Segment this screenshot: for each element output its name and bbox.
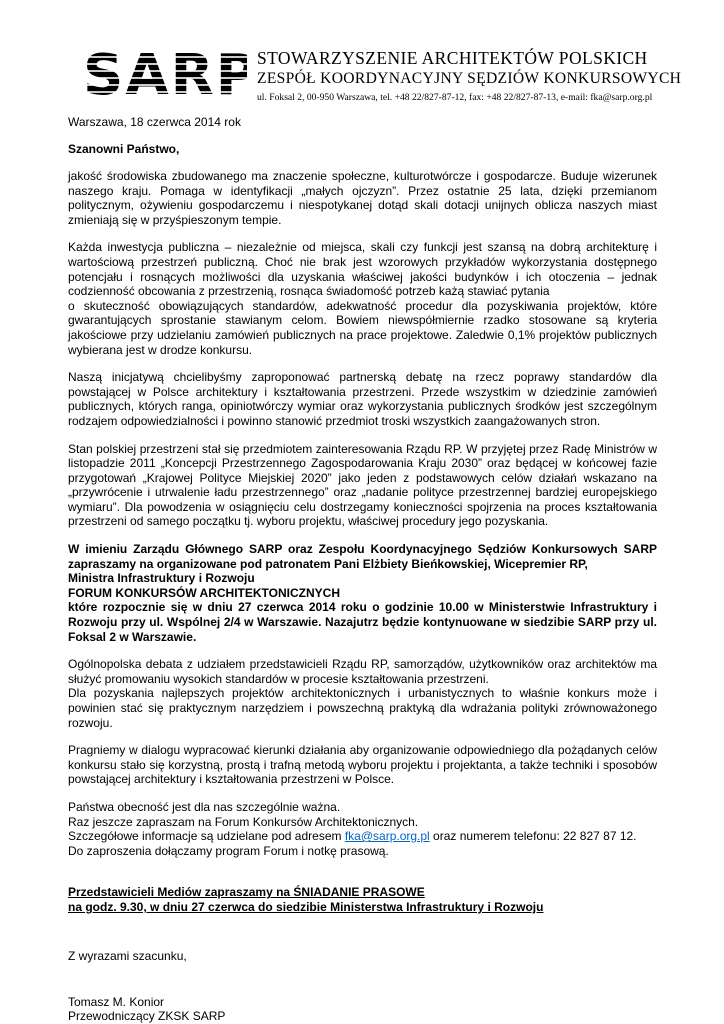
- invitation-event-name: FORUM KONKURSÓW ARCHITEKTONICZNYCH: [68, 585, 340, 600]
- signature-block: [68, 995, 657, 1024]
- media-invitation-block: [68, 885, 657, 914]
- media-invitation-line1: Przedstawicieli Mediów zapraszamy na ŚNIADANIE PRASOWE: [68, 885, 425, 900]
- sarp-logo-graphic: [85, 44, 247, 101]
- closing-contact-line: [68, 829, 657, 844]
- sarp-logo: [85, 44, 247, 101]
- org-block: [247, 44, 681, 103]
- paragraph-investment: [68, 240, 657, 357]
- paragraph-quality: jakość środowiska zbudowanego ma znaczenie społeczne, kulturotwórcze i gospodarcze. Buduje wizerunek naszego kraju. Pomaga w identyfikacji „małych ojczyzn”. Przez ostatnie 25 lata, dzięki przemianom politycznym, ożywieniu gospodarczemu i niespotykanej dotąd skali dotacji unijnych oblicza naszych miast zmieniają się w przyśpieszonym tempie.: [68, 169, 657, 227]
- email-link[interactable]: fka@sarp.org.pl: [344, 829, 430, 844]
- paragraph-dialogue: Pragniemy w dialogu wypracować kierunki działania aby organizowanie odpowiedniego dla pożądanych celów konkursu stało się korzystną, prostą i trafną metodą wyboru projektu i projektanta, a także techniki i sposobów powstającej architektury i kształtowania przestrzeni w Polsce.: [68, 743, 657, 787]
- paragraph-investment-part1: Każda inwestycja publiczna – niezależnie od miejsca, skali czy funkcji jest szansą na dobrą architekturę i wartościową przestrzeń publiczną. Choć nie brak jest wzorowych przykładów wykorzystania dostępnego potencjału i rosnących możliwości dla uzyskania właściwej jakości budynków i ich otoczenia – jednak codzienność obcowania z przestrzenią, rosnąca świadomość potrzeb każą stawiać pytania: [68, 240, 657, 299]
- paragraph-debate-part2: Dla pozyskania najlepszych projektów architektonicznych i urbanistycznych to właśnie konkurs może i powinien stać się praktycznym narzędziem i powszechną praktyką dla wdrażania polityki zrównoważonego rozwoju.: [68, 686, 657, 730]
- letterhead: [68, 44, 682, 103]
- dateline: Warszawa, 18 czerwca 2014 rok: [68, 115, 241, 129]
- paragraph-debate: [68, 657, 657, 730]
- paragraph-investment-part2: o skuteczność obowiązujących standardów, adekwatność procedur dla pozyskiwania projektów, które gwarantujących sprostanie stawianym celom. Bowiem niewspółmiernie rzadko stosowane są kryteria jakościowe przy udzielaniu zamówień publicznych na prace projektowe. Zaledwie 0,1% projektów publicznych wybierana jest w drodze konkursu.: [68, 298, 657, 357]
- invitation-block: [68, 542, 657, 644]
- contact-text-after: oraz numerem telefonu: 22 827 87 12.: [429, 829, 637, 844]
- media-invitation-line2: na godz. 9.30, w dniu 27 czerwca do siedzibie Ministerstwa Infrastruktury i Rozwoju: [68, 899, 544, 914]
- org-unit: ZESPÓŁ KOORDYNACYJNY SĘDZIÓW KONKURSOWYCH: [257, 70, 682, 87]
- paragraph-initiative: Naszą inicjatywą chcielibyśmy zaproponować partnerską debatę na rzecz poprawy standardów dla powstającej w Polsce architektury i kształtowania przestrzeni. Przede wszystkim w dziedzinie zamówień publicznych, których ranga, opiniotwórczy wymiar oraz wykorzystania publicznych środków jest szczególnym rodzajem odpowiedzialności i powinno stanowić przedmiot troski wszystkich zaangażowanych stron.: [68, 370, 657, 428]
- paragraph-government: Stan polskiej przestrzeni stał się przedmiotem zainteresowania Rządu RP. W przyjętej przez Radę Ministrów w listopadzie 2011 „Koncepcji Przestrzennego Zagospodarowania Kraju 2030” oraz będącej w końcowej fazie przygotowań „Krajowej Polityce Miejskiej 2020” jako jeden z podstawowych celów działań wskazano na „przywrócenie i utrwalenie ładu przestrzennego” oraz „nadanie polityce przestrzennej bardziej europejskiego wymiaru”. Dla powodzenia w osiągnięciu celu dostrzegamy konieczności spojrzenia na proces kształtowania przestrzeni od samego początku tj. wyboru projektu, właściwej procedury jego pozyskania.: [68, 441, 657, 529]
- org-name: STOWARZYSZENIE ARCHITEKTÓW POLSKICH: [257, 48, 648, 68]
- svg-text:SARP: SARP: [85, 44, 247, 101]
- invitation-intro: W imieniu Zarządu Głównego SARP oraz Zespołu Koordynacyjnego Sędziów Konkursowych SARP zapraszamy na organizowane pod patronatem Pani Elżbiety Bieńkowskiej, Wicepremier RP,: [68, 542, 657, 571]
- org-contact: ul. Foksal 2, 00-950 Warszawa, tel. +48 22/827-87-12, fax: +48 22/827-87-13, e-mail: fka@sarp.org.pl: [257, 92, 653, 103]
- signer-name: Tomasz M. Konior: [68, 994, 165, 1009]
- closing-attachments-line: Do zaproszenia dołączamy program Forum i notkę prasową.: [68, 843, 389, 858]
- closing-invite-line: Raz jeszcze zapraszam na Forum Konkursów Architektonicznych.: [68, 814, 419, 829]
- signer-title: Przewodniczący ZKSK SARP: [68, 1009, 226, 1024]
- salutation: Szanowni Państwo,: [68, 142, 180, 156]
- paragraph-debate-part1: Ogólnopolska debata z udziałem przedstawicieli Rządu RP, samorządów, użytkowników oraz architektów ma służyć promowaniu wysokich standardów w procesie kształtowania przestrzeni.: [68, 657, 657, 686]
- invitation-patron-title: Ministra Infrastruktury i Rozwoju: [68, 571, 255, 586]
- contact-text-before: Szczegółowe informacje są udzielane pod adresem: [68, 829, 345, 844]
- invitation-details: które rozpocznie się w dniu 27 czerwca 2014 roku o godzinie 10.00 w Ministerstwie Infrastruktury i Rozwoju przy ul. Wspólnej 2/4 w Warszawie. Nazajutrz będzie kontynuowane w siedzibie SARP przy ul. Foksal 2 w Warszawie.: [68, 600, 657, 644]
- closing-importance-line: Państwa obecność jest dla nas szczególnie ważna.: [68, 799, 341, 814]
- valediction: Z wyrazami szacunku,: [68, 948, 187, 963]
- closing-info-block: [68, 800, 657, 858]
